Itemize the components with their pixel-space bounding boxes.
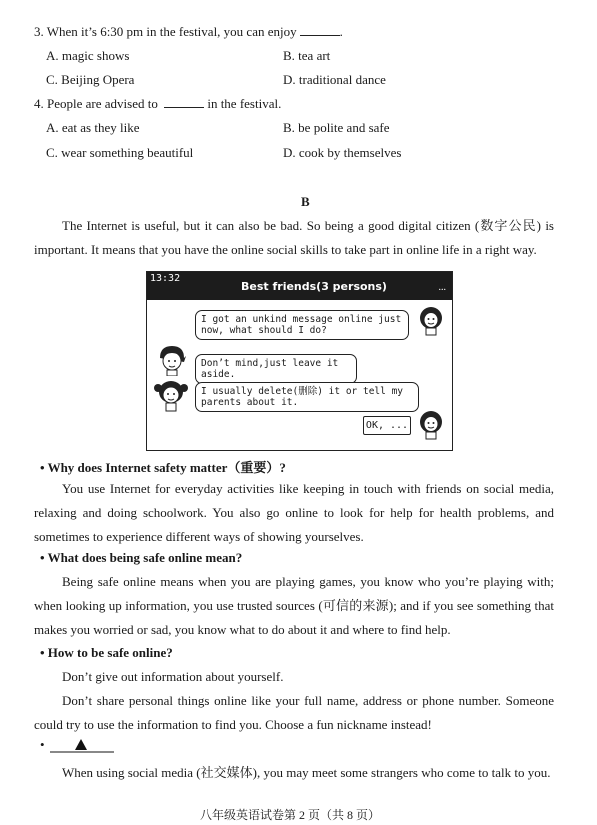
q4-stem-before: 4. People are advised to: [34, 96, 158, 111]
boy-avatar-icon: [155, 344, 189, 376]
paragraph-dont-give-info: Don’t give out information about yourself.: [62, 669, 284, 684]
chat-header: [147, 272, 452, 300]
chat-message-3: I usually delete(删除) it or tell my parents about it.: [195, 382, 419, 412]
bullet-dot: •: [40, 737, 45, 752]
section-label: B: [301, 194, 310, 209]
q4-stem: [34, 96, 281, 112]
girl-avatar-icon-2: [417, 410, 445, 440]
q3-option-d: D. traditional dance: [283, 72, 386, 87]
page-footer: 八年级英语试卷第 2 页（共 8 页）: [200, 808, 381, 822]
q3-stem-text: 3. When it’s 6:30 pm in the festival, you can enjoy: [34, 24, 297, 39]
heading-how-safe: • How to be safe online?: [40, 645, 173, 660]
blank-heading-line: [48, 737, 118, 755]
q3-option-a: A. magic shows: [46, 48, 130, 63]
intro-paragraph: The Internet is useful, but it can also be bad. So being a good digital citizen (数字公民) is important. It means that you have the online social skills to take part in online life in a right way.: [34, 218, 554, 257]
q3-answer-blank: [300, 25, 340, 36]
q4-answer-blank: [164, 97, 204, 108]
paragraph-social-media: When using social media (社交媒体), you may meet some strangers who come to talk to you.: [62, 765, 551, 780]
ok-reply-button: OK, ...: [363, 416, 411, 435]
q3-stem: 3. When it’s 6:30 pm in the festival, you can enjoy .: [34, 24, 343, 39]
q4-option-a: A. eat as they like: [46, 120, 140, 135]
q3-option-b: B. tea art: [283, 48, 331, 63]
chat-title: Best friends(3 persons): [241, 280, 387, 293]
paragraph-safe-online: Being safe online means when you are playing games, you know who you’re playing with; when looking up information, you use trusted sources (可信的来源); and if you see something that makes you worried or sad, you know what to do about it and where to find help.: [34, 574, 554, 637]
chat-time: 13:32: [150, 273, 181, 284]
chat-message-2: Don’t mind,just leave it aside.: [195, 354, 357, 384]
q4-option-c: C. wear something beautiful: [46, 145, 194, 160]
paragraph-internet-safety: You use Internet for everyday activities like keeping in touch with friends on social media, relaxing and doing schoolwork. You also go online to look for help for health problems, and sometimes to experience different ways of showing yourselves.: [34, 481, 554, 544]
chat-menu-dots: ...: [438, 282, 446, 293]
q4-option-d: D. cook by themselves: [283, 145, 402, 160]
heading-safe-online: • What does being safe online mean?: [40, 550, 243, 565]
paragraph-dont-share: Don’t share personal things online like your full name, address or phone number. Someone could try to use the information to find you. Choose a fun nickname instead!: [34, 693, 554, 732]
q4-option-b: B. be polite and safe: [283, 120, 390, 135]
blank-heading-bullet: [40, 737, 45, 753]
chat-illustration: [146, 271, 453, 451]
q4-stem-after: in the festival.: [207, 96, 282, 111]
heading-internet-safety: • Why does Internet safety matter（重要）?: [40, 460, 286, 475]
q3-option-c: C. Beijing Opera: [46, 72, 135, 87]
girl-pigtails-avatar-icon: [153, 378, 189, 412]
girl-avatar-icon: [417, 306, 445, 336]
chat-message-1: I got an unkind message online just now, what should I do?: [195, 310, 409, 340]
